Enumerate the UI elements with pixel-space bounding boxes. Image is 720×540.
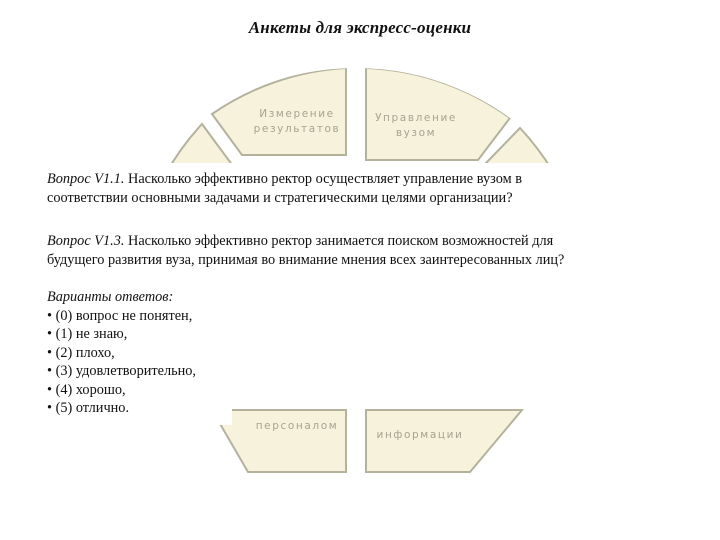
answer-option: • (2) плохо, — [47, 344, 115, 361]
question-label: Вопрос V1.1. — [47, 171, 125, 187]
question-panel — [0, 163, 720, 425]
answer-options — [47, 288, 196, 418]
answers-heading: Варианты ответов: — [47, 289, 174, 305]
answer-option: • (5) отлично. — [47, 400, 130, 416]
wheel-label-bottom-left: персоналом — [255, 420, 339, 432]
question-label: Вопрос V1.3. — [47, 233, 125, 249]
answer-option: • (4) хорошо, — [47, 381, 126, 398]
question-text: Насколько эффективно ректор занимается поиском возможностей для — [124, 233, 554, 249]
answer-option: • (0) вопрос не понятен, — [47, 307, 193, 324]
question-v1-1 — [47, 170, 697, 207]
wheel-label-bottom-right: информации — [376, 429, 464, 441]
wheel-label-top-right: Управление вузом — [375, 112, 457, 139]
answer-option: • (3) удовлетворительно, — [47, 363, 197, 379]
question-text: соответствии основными задачами и стратегическими целями организации? — [47, 189, 513, 206]
wheel-label-top-left: Измерение результатов — [253, 108, 341, 135]
question-v1-3 — [47, 232, 697, 269]
slide-title: Анкеты для экспресс-оценки — [248, 18, 472, 37]
answer-option: • (1) не знаю, — [47, 326, 128, 342]
question-text: будущего развития вуза, принимая во внимание мнения всех заинтересованных лиц? — [47, 251, 565, 268]
question-text: Насколько эффективно ректор осуществляет управление вузом в — [124, 171, 522, 187]
